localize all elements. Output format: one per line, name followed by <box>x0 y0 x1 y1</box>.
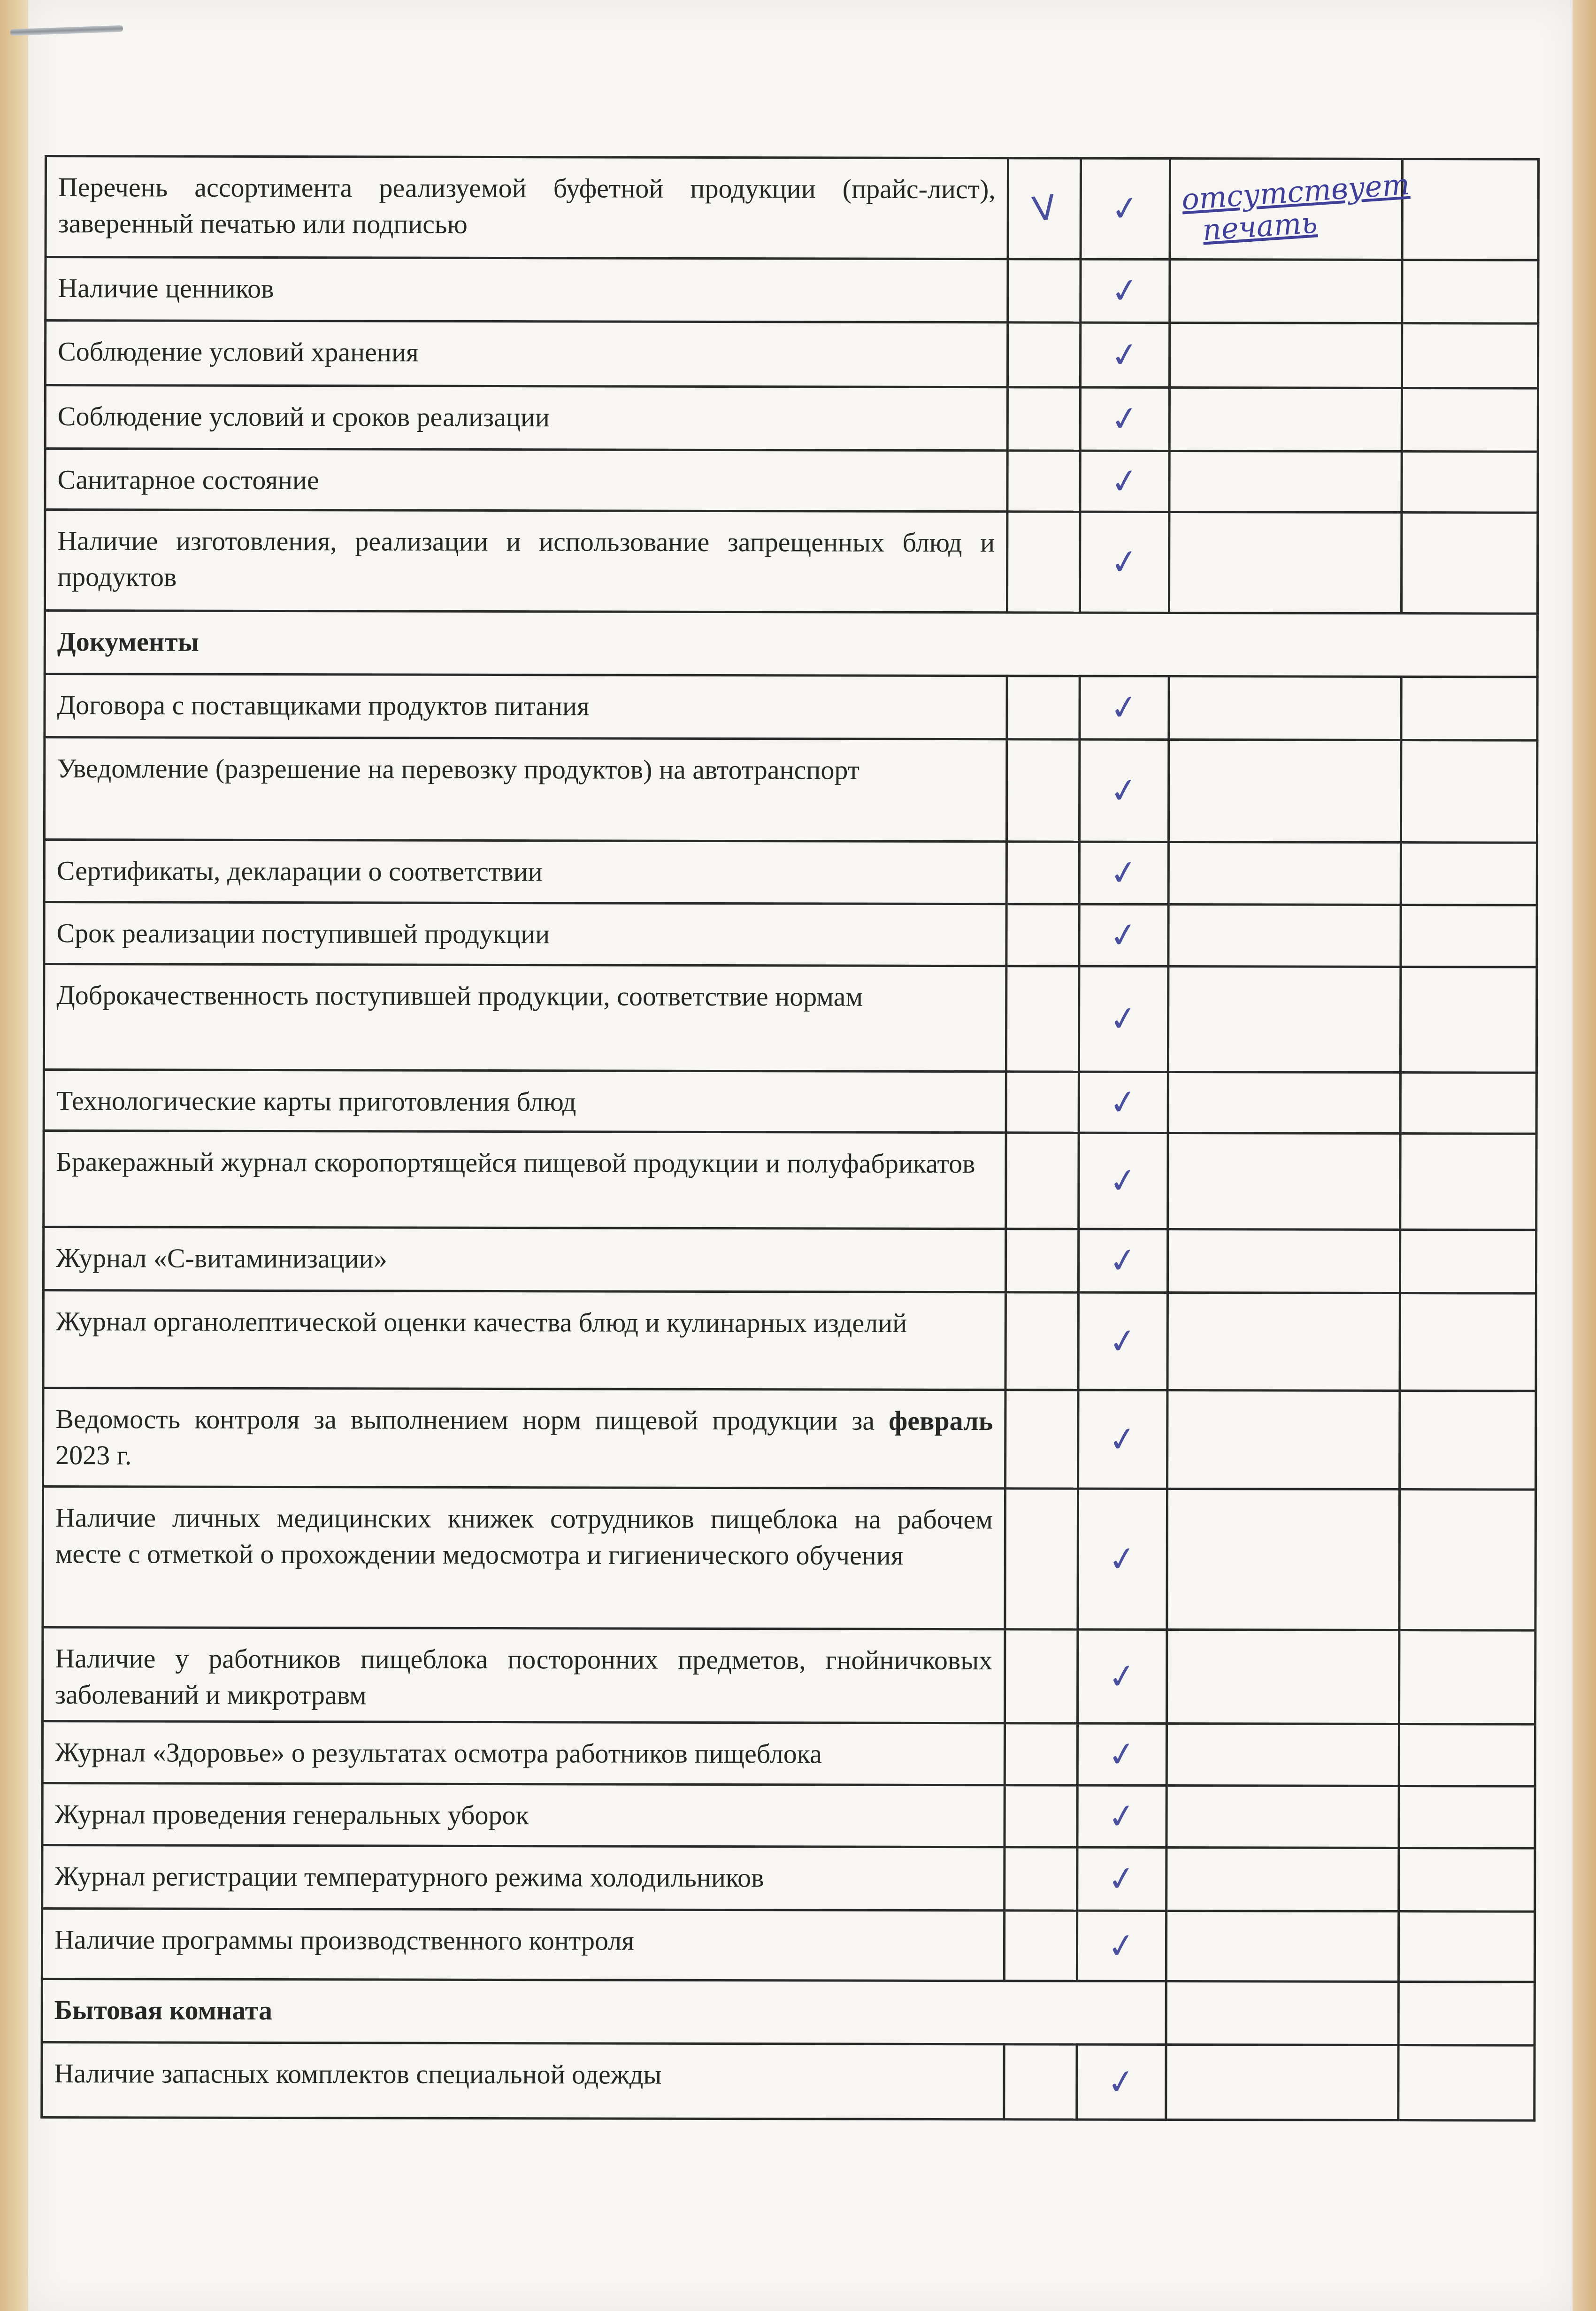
mark-cell-1 <box>1005 1629 1078 1723</box>
mark-cell-1 <box>1004 1911 1077 1981</box>
table-row <box>44 1070 1536 1134</box>
empty-cell <box>1170 260 1402 323</box>
mark-cell-2 <box>1077 1785 1166 1847</box>
table-row <box>44 902 1537 967</box>
checkmark: ✓ <box>1105 2060 1138 2104</box>
mark-cell-1 <box>1007 451 1080 512</box>
table-row <box>45 449 1538 513</box>
empty-cell <box>1400 1230 1536 1294</box>
mark-cell-2 <box>1078 1229 1167 1292</box>
mark-cell-2 <box>1079 1133 1168 1229</box>
criterion-cell: Журнал проведения генеральных уборок <box>42 1783 1005 1847</box>
empty-cell <box>1398 1912 1535 1982</box>
empty-cell <box>1167 1229 1400 1293</box>
table-row <box>45 674 1537 741</box>
mark-cell-2 <box>1077 2044 1166 2119</box>
checkmark: ✓ <box>1108 187 1142 230</box>
criterion-cell: Доброкачественность поступившей продукции, соответствие нормам <box>44 964 1006 1072</box>
mark-cell-2 <box>1078 1629 1167 1723</box>
empty-cell <box>1168 967 1400 1073</box>
empty-cell <box>1166 1911 1398 1982</box>
empty-cell <box>1400 1134 1536 1230</box>
criterion-cell: Срок реализации поступившей продукции <box>44 902 1006 966</box>
mark-cell-2 <box>1078 1292 1167 1390</box>
mark-cell-2 <box>1080 512 1169 613</box>
mark-cell-1 <box>1006 966 1079 1072</box>
criterion-cell: Соблюдение условий хранения <box>45 321 1007 387</box>
empty-cell <box>1166 1724 1399 1786</box>
table-row <box>43 1627 1535 1724</box>
empty-cell <box>1401 905 1537 967</box>
section-row <box>42 1979 1535 2045</box>
checkmark: ✓ <box>1106 1418 1140 1461</box>
mark-cell-1 <box>1006 842 1079 904</box>
empty-cell <box>1399 1724 1535 1787</box>
empty-cell <box>1167 1390 1400 1489</box>
criterion-cell: Журнал «С-витаминизации» <box>43 1227 1005 1292</box>
checkmark: ✓ <box>1105 1733 1139 1776</box>
empty-cell <box>1402 323 1538 389</box>
empty-cell <box>1402 159 1538 261</box>
table-row <box>42 2042 1535 2120</box>
mark-cell-2 <box>1081 259 1170 322</box>
criterion-cell: Санитарное состояние <box>45 449 1007 512</box>
mark-cell-2 <box>1078 1390 1167 1489</box>
table-row <box>45 385 1538 452</box>
mark-cell-2 <box>1079 739 1168 842</box>
mark-cell-1 <box>1007 512 1080 613</box>
criterion-cell: Сертификаты, декларации о соответствии <box>44 840 1006 904</box>
table-row <box>44 840 1537 906</box>
table-row <box>44 964 1536 1073</box>
section-heading-documents: Документы <box>45 611 1537 677</box>
empty-cell <box>1167 1630 1399 1724</box>
checkmark: ✓ <box>1106 1239 1140 1282</box>
mark-cell-1 <box>1005 1229 1078 1292</box>
mark-cell-2 <box>1080 676 1169 739</box>
empty-cell <box>1400 1293 1536 1391</box>
table-row <box>43 1227 1536 1294</box>
checkmark: ✓ <box>1107 914 1141 957</box>
criterion-cell: Бракеражный журнал скоропортящейся пищевой продукции и полуфабрикатов <box>44 1131 1006 1229</box>
checkmark: ✓ <box>1107 851 1141 895</box>
mark-cell-2 <box>1079 966 1168 1072</box>
empty-cell <box>1399 1489 1536 1631</box>
table-row <box>45 321 1538 389</box>
empty-cell <box>1166 1848 1399 1912</box>
checkmark: ✓ <box>1108 397 1142 441</box>
empty-cell <box>1168 905 1401 967</box>
mark-cell-1 <box>1006 739 1079 842</box>
mark-cell-1 <box>1005 1390 1078 1489</box>
empty-cell <box>1398 1982 1535 2046</box>
table-row <box>42 1908 1535 1982</box>
checkmark: ✓ <box>1105 1537 1139 1581</box>
criterion-cell: Технологические карты приготовления блюд <box>44 1070 1006 1133</box>
criterion-cell: Договора с поставщиками продуктов питания <box>45 674 1007 739</box>
mark-cell-1 <box>1005 1292 1078 1390</box>
checkmark: ✓ <box>1105 1655 1139 1698</box>
empty-cell <box>1399 1630 1535 1725</box>
table-row <box>45 510 1537 614</box>
criterion-cell: Перечень ассортимента реализуемой буфетной продукции (прайс-лист), заверенный печатью или подписью <box>46 156 1008 259</box>
criterion-cell: Наличие ценников <box>46 257 1008 322</box>
mark-cell-1 <box>1005 1847 1077 1911</box>
mark-cell-1 <box>1006 904 1079 966</box>
mark-cell-2 <box>1080 451 1169 512</box>
checkmark: ✓ <box>1107 540 1142 584</box>
empty-cell <box>1401 513 1537 614</box>
mark-cell-1 <box>1005 1489 1078 1629</box>
criterion-cell: Журнал регистрации температурного режима холодильников <box>42 1845 1005 1910</box>
empty-cell <box>1169 676 1401 740</box>
mark-cell-1 <box>1006 1133 1079 1229</box>
mark-cell-2 <box>1077 1847 1166 1911</box>
criterion-cell: Журнал органолептической оценки качества блюд и кулинарных изделий <box>43 1290 1005 1390</box>
handwritten-note: отсутствует печать <box>1180 167 1411 247</box>
table-row <box>42 1783 1535 1848</box>
checkmark: ✓ <box>1106 997 1141 1041</box>
table-row <box>42 1845 1535 1912</box>
empty-cell <box>1169 512 1401 614</box>
empty-cell <box>1400 1073 1536 1134</box>
mark-cell-2 <box>1081 158 1170 259</box>
empty-cell <box>1400 967 1536 1073</box>
mark-cell-1 <box>1004 2044 1077 2119</box>
empty-cell <box>1168 740 1401 843</box>
empty-cell <box>1398 2045 1535 2121</box>
criterion-cell: Наличие запасных комплектов специальной одежды <box>42 2042 1004 2119</box>
mark-cell-1 <box>1005 1785 1077 1847</box>
checkmark: V <box>1030 187 1059 230</box>
mark-cell-2 <box>1077 1723 1166 1785</box>
table-row <box>44 1131 1536 1230</box>
section-heading-household-room: Бытовая комната <box>42 1979 1166 2044</box>
criterion-cell: Наличие у работников пищеблока посторонних предметов, гнойничковых заболеваний и микротравм <box>43 1627 1005 1723</box>
checkmark: ✓ <box>1106 1320 1140 1363</box>
empty-cell <box>1169 451 1402 513</box>
empty-cell <box>1399 1848 1535 1912</box>
mark-cell-1 <box>1007 676 1080 739</box>
table-row <box>43 1486 1536 1630</box>
empty-cell <box>1169 388 1402 452</box>
empty-cell <box>1169 323 1402 388</box>
mark-cell-2 <box>1080 322 1169 387</box>
empty-cell <box>1401 843 1537 906</box>
table-row <box>46 257 1538 324</box>
mark-cell-2 <box>1077 1911 1166 1981</box>
checkmark: ✓ <box>1107 686 1141 729</box>
criterion-cell: Соблюдение условий и сроков реализации <box>45 385 1007 451</box>
empty-cell <box>1402 388 1538 452</box>
checkmark: ✓ <box>1105 1795 1139 1838</box>
empty-cell <box>1166 1981 1398 2045</box>
mark-cell-2 <box>1079 1072 1168 1133</box>
checkmark: ✓ <box>1108 269 1142 313</box>
empty-cell <box>1166 2045 1398 2120</box>
mark-cell-1 <box>1008 158 1081 259</box>
mark-cell-2 <box>1078 1489 1167 1629</box>
table-row <box>46 156 1538 261</box>
empty-cell <box>1402 452 1538 513</box>
empty-cell <box>1168 1133 1400 1230</box>
checkmark: ✓ <box>1108 460 1142 503</box>
empty-cell <box>1167 1293 1400 1391</box>
mark-cell-2 <box>1080 387 1169 451</box>
criterion-cell: Ведомость контроля за выполнением норм пищевой продукции за февраль 2023 г. <box>43 1388 1005 1488</box>
handwritten-note-cell <box>1170 159 1411 260</box>
mark-cell-1 <box>1007 387 1080 451</box>
table-row <box>43 1290 1536 1391</box>
criterion-cell: Наличие программы производственного контроля <box>42 1908 1004 1981</box>
mark-cell-2 <box>1079 842 1168 904</box>
checkmark: ✓ <box>1106 1081 1140 1124</box>
empty-cell <box>1166 1786 1399 1848</box>
checkmark: ✓ <box>1105 1857 1139 1901</box>
criterion-cell: Наличие изготовления, реализации и использование запрещенных блюд и продуктов <box>45 510 1007 613</box>
table-row <box>44 737 1537 843</box>
mark-cell-1 <box>1006 1072 1079 1133</box>
mark-cell-2 <box>1079 904 1168 966</box>
empty-cell <box>1167 1489 1400 1630</box>
checkmark: ✓ <box>1108 333 1142 376</box>
mark-cell-1 <box>1007 322 1080 387</box>
mark-cell-1 <box>1008 259 1081 322</box>
table-row <box>42 1721 1535 1786</box>
table-row <box>43 1388 1536 1489</box>
checkmark: ✓ <box>1105 1924 1139 1967</box>
empty-cell <box>1400 1391 1536 1490</box>
criterion-cell: Уведомление (разрешение на перевозку продуктов) на автотранспорт <box>44 737 1006 842</box>
empty-cell <box>1402 260 1538 324</box>
mark-cell-1 <box>1005 1723 1077 1785</box>
section-row <box>45 611 1537 677</box>
criterion-cell: Журнал «Здоровье» о результатах осмотра работников пищеблока <box>42 1721 1005 1785</box>
empty-cell <box>1168 1072 1400 1134</box>
empty-cell <box>1401 740 1537 843</box>
inspection-checklist-table <box>40 155 1540 2122</box>
criterion-cell: Наличие личных медицинских книжек сотрудников пищеблока на рабочем месте с отметкой о прохождении медосмотра и гигиенического обучения <box>43 1486 1005 1629</box>
checkmark: ✓ <box>1106 1159 1140 1203</box>
empty-cell <box>1401 677 1537 741</box>
empty-cell <box>1168 842 1401 905</box>
empty-cell <box>1399 1786 1535 1849</box>
checkmark: ✓ <box>1107 769 1141 812</box>
